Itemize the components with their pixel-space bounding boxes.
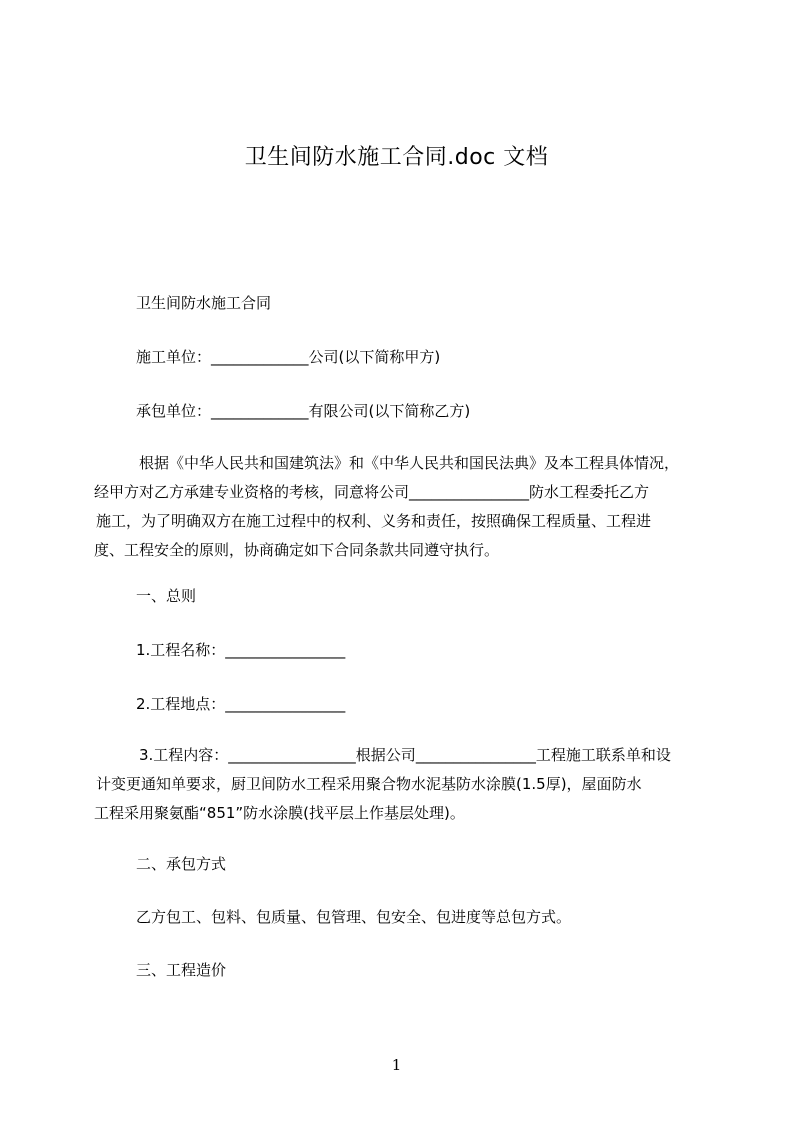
section-3-heading: 三、工程造价 (136, 961, 227, 979)
intro-line-3: 施工，为了明确双方在施工过程中的权利、义务和责任，按照确保工程质量、工程进 (96, 512, 652, 530)
item-1-project-name: 1.工程名称：________________ (136, 641, 346, 659)
intro-line-1: 根据《中华人民共和国建筑法》和《中华人民共和国民法典》及本工程具体情况， (139, 454, 680, 472)
intro-line-4: 度、工程安全的原则，协商确定如下合同条款共同遵守执行。 (94, 541, 500, 559)
item-3-line-3: 工程采用聚氨酯“851”防水涂膜(找平层上作基层处理)。 (94, 804, 465, 822)
contract-name: 卫生间防水施工合同 (136, 294, 272, 312)
page-number: 1 (391, 1056, 402, 1074)
section-2-heading: 二、承包方式 (136, 855, 227, 873)
party-b-line: 承包单位：_____________有限公司(以下简称乙方) (136, 402, 471, 420)
item-3-line-1: 3.工程内容：_________________根据公司________________工程施工联系单和设 (139, 746, 671, 764)
item-2-project-location: 2.工程地点：________________ (136, 695, 346, 713)
document-title: 卫生间防水施工合同.doc 文档 (244, 145, 549, 170)
section-1-heading: 一、总则 (136, 587, 197, 605)
party-a-line: 施工单位：_____________公司(以下简称甲方) (136, 348, 441, 366)
intro-line-2: 经甲方对乙方承建专业资格的考核，同意将公司________________防水工程委托乙方 (94, 483, 650, 501)
section-2-text: 乙方包工、包料、包质量、包管理、包安全、包进度等总包方式。 (136, 908, 572, 926)
item-3-line-2: 计变更通知单要求，厨卫间防水工程采用聚合物水泥基防水涂膜(1.5厚)，屋面防水 (96, 775, 642, 793)
